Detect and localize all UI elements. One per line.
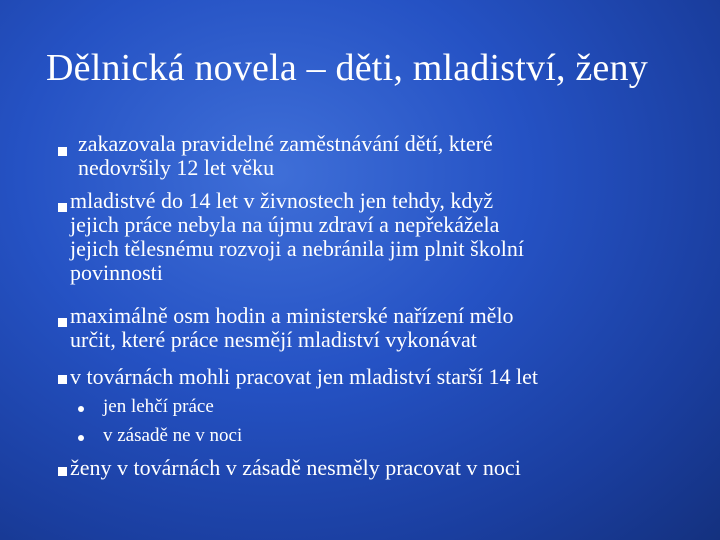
bullet-item-women-night: ženy v továrnách v zásadě nesměly pracovat v noci [70, 455, 521, 480]
square-bullet-icon [58, 147, 67, 156]
bullet-item-factories-youth: v továrnách mohli pracovat jen mladiství starší 14 let [70, 364, 538, 389]
bullet-item-youth-trades: mladistvé do 14 let v živnostech jen tehdy, když jejich práce nebyla na újmu zdraví a nepřekážela jejich tělesnému rozvoji a nebránila jim plnit školní povinnosti [70, 188, 524, 285]
subbullet-item-no-night: v zásadě ne v noci [103, 425, 243, 446]
bullet-item-working-hours: maximálně osm hodin a ministerské nařízení mělo určit, které práce nesmějí mladiství vykonávat [70, 303, 514, 352]
square-bullet-icon [58, 203, 67, 212]
subbullet-item-light-work: jen lehčí práce [103, 396, 214, 417]
bullet-item-children-ban: zakazovala pravidelné zaměstnávání dětí, které nedovršily 12 let věku [78, 131, 493, 180]
square-bullet-icon [58, 375, 67, 384]
slide-title: Dělnická novela – děti, mladiství, ženy [46, 47, 648, 89]
square-bullet-icon [58, 318, 67, 327]
round-bullet-icon [78, 435, 84, 441]
round-bullet-icon [78, 406, 84, 412]
square-bullet-icon [58, 467, 67, 476]
